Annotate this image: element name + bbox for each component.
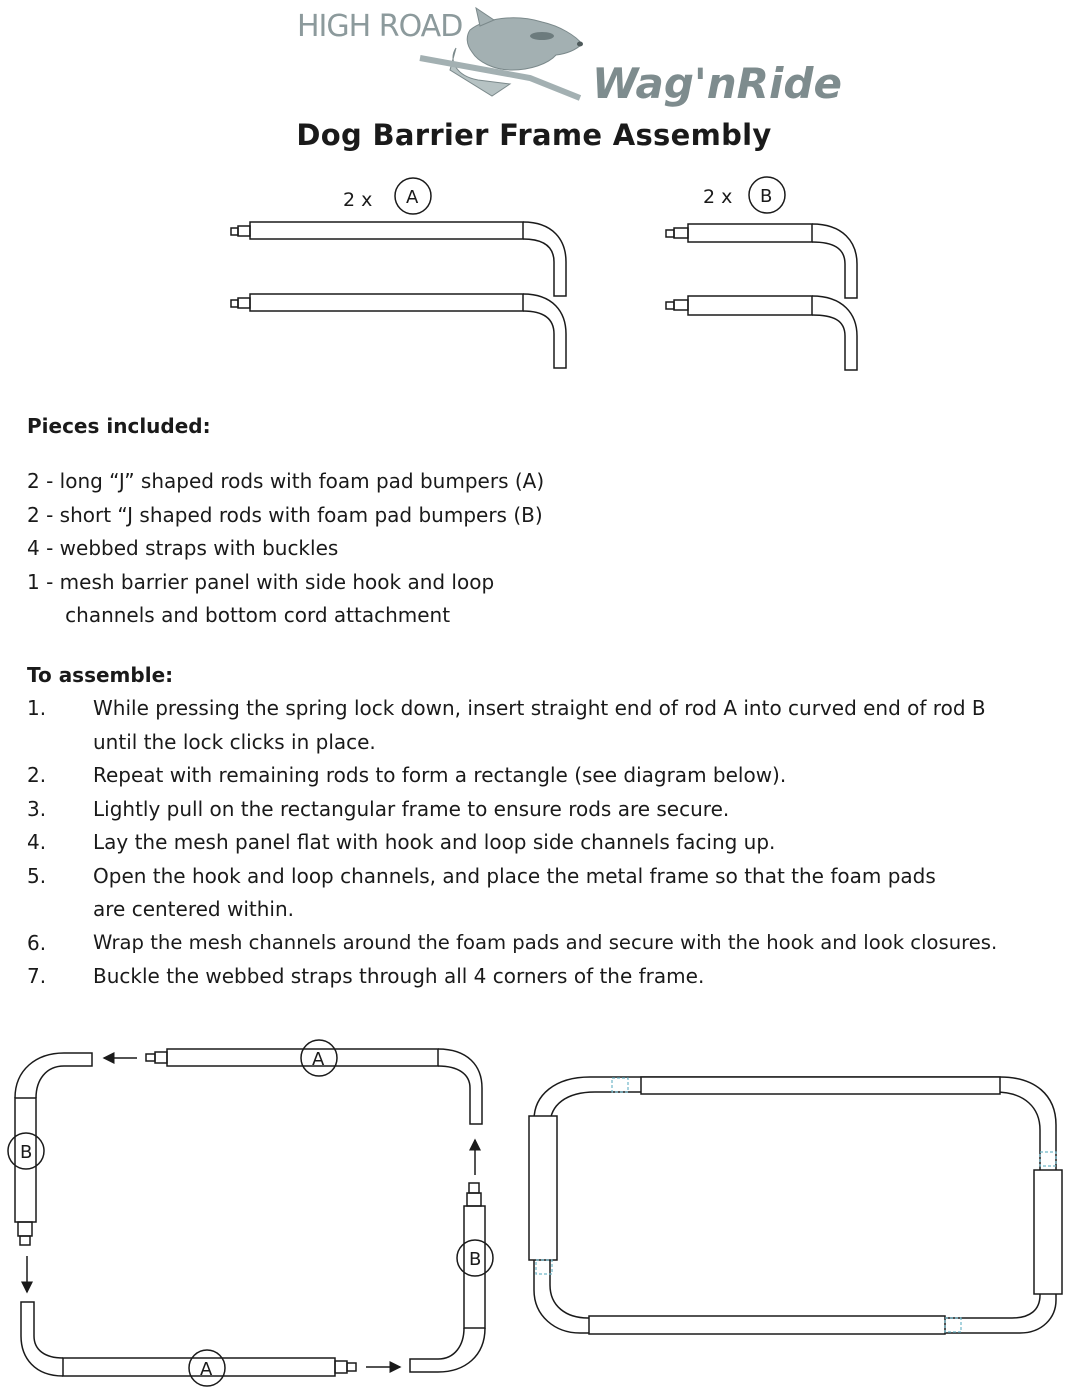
step-number: 1. — [27, 696, 47, 720]
qty-b: 2 x — [703, 186, 733, 208]
piece-item: channels and bottom cord attachment — [27, 603, 451, 627]
label-a-bottom: A — [200, 1359, 213, 1380]
top-foam-pad — [641, 1077, 1000, 1094]
joint-right — [1040, 1152, 1056, 1166]
frame-outer-outline — [534, 1077, 1056, 1333]
brand-logo — [280, 0, 842, 112]
qty-a: 2 x — [343, 189, 373, 211]
step-number: 2. — [27, 763, 47, 787]
right-rod-b — [410, 1183, 485, 1372]
joint-top — [612, 1078, 628, 1092]
assembled-frame-diagram — [515, 1060, 1068, 1350]
step-text: While pressing the spring lock down, insert straight end of rod A into curved end of rod B — [93, 696, 986, 720]
step-text: Open the hook and loop channels, and place the metal frame so that the foam pads — [93, 864, 936, 888]
right-foam-pad — [1034, 1170, 1062, 1294]
high-road-wordmark: HIGH ROAD — [297, 9, 463, 44]
page-title: Dog Barrier Frame Assembly — [296, 118, 772, 152]
step-text: Buckle the webbed straps through all 4 corners of the frame. — [93, 964, 705, 988]
pieces-heading: Pieces included: — [27, 414, 211, 438]
label-b-left: B — [20, 1142, 33, 1163]
joint-bottom — [945, 1318, 961, 1332]
step-text: until the lock clicks in place. — [93, 730, 376, 754]
piece-item: 4 - webbed straps with buckles — [27, 536, 339, 560]
bottom-foam-pad — [589, 1316, 945, 1334]
wagnride-wordmark: Wag'nRide — [592, 59, 842, 108]
dog-mascot-icon — [450, 8, 583, 96]
step-number: 5. — [27, 864, 47, 888]
label-a-top: A — [312, 1049, 325, 1070]
rod-b-1 — [666, 224, 857, 298]
exploded-assembly-diagram — [0, 1030, 510, 1397]
label-b: B — [760, 186, 773, 207]
rod-a-2 — [231, 294, 566, 368]
left-foam-pad — [529, 1116, 557, 1260]
label-b-right: B — [469, 1249, 482, 1270]
step-text: are centered within. — [93, 897, 294, 921]
parts-diagram — [200, 170, 900, 385]
piece-item: 1 - mesh barrier panel with side hook and loop — [27, 570, 495, 594]
piece-item: 2 - short “J shaped rods with foam pad bumpers (B) — [27, 503, 543, 527]
step-number: 3. — [27, 797, 47, 821]
step-text: Wrap the mesh channels around the foam pads and secure with the hook and look closures. — [93, 931, 998, 954]
step-text: Lightly pull on the rectangular frame to ensure rods are secure. — [93, 797, 730, 821]
piece-item: 2 - long “J” shaped rods with foam pad bumpers (A) — [27, 469, 545, 493]
step-text: Repeat with remaining rods to form a rectangle (see diagram below). — [93, 763, 787, 787]
rod-a-1 — [231, 222, 566, 296]
bottom-rod-a — [21, 1302, 356, 1376]
step-number: 6. — [27, 931, 47, 955]
step-number: 4. — [27, 830, 47, 854]
rod-b-2 — [666, 296, 857, 370]
frame-inner-outline — [550, 1092, 1040, 1318]
step-number: 7. — [27, 964, 47, 988]
label-a: A — [406, 187, 419, 208]
step-text: Lay the mesh panel flat with hook and loop side channels facing up. — [93, 830, 776, 854]
assemble-heading: To assemble: — [27, 663, 174, 687]
